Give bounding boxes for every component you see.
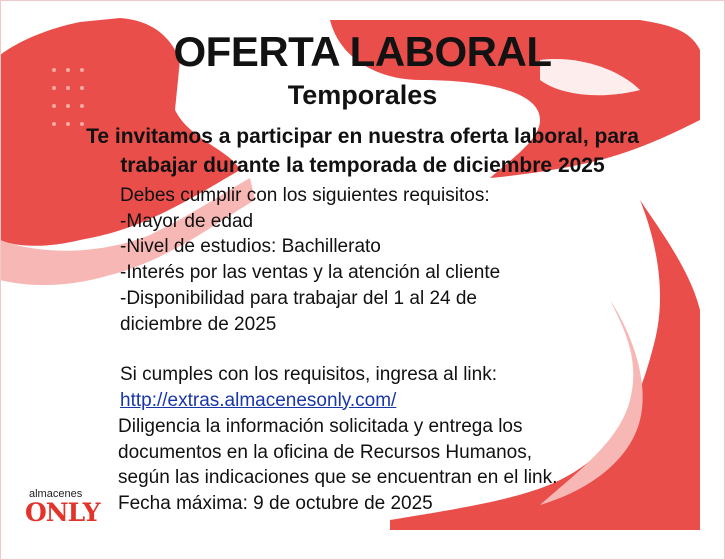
- requirements-heading: Debes cumplir con los siguientes requisitos:: [120, 185, 490, 206]
- instruction-line: documentos en la oficina de Recursos Humanos,: [118, 441, 533, 463]
- page-title: OFERTA LABORAL: [173, 28, 552, 75]
- intro-line: trabajar durante la temporada de diciembre 2025: [120, 154, 605, 177]
- call-to-action: [120, 362, 640, 413]
- brand-logo: [25, 488, 115, 526]
- requirement-item: -Mayor de edad: [120, 210, 254, 232]
- intro-text: [40, 122, 685, 180]
- requirement-item-continued: diciembre de 2025: [120, 313, 277, 335]
- logo-top-text: almacenes: [29, 488, 83, 500]
- application-link[interactable]: http://extras.almacenesonly.com/: [120, 389, 397, 411]
- instruction-line: Diligencia la información solicitada y entrega los: [118, 416, 523, 437]
- requirement-item: -Disponibilidad para trabajar del 1 al 24 de: [120, 287, 478, 309]
- deadline-text: Fecha máxima: 9 de octubre de 2025: [118, 492, 433, 514]
- page-subtitle: Temporales: [287, 80, 438, 110]
- requirements-list: [120, 183, 640, 337]
- instruction-line: según las indicaciones que se encuentran en el link.: [118, 467, 558, 488]
- instructions-text: [118, 414, 678, 516]
- requirement-item: -Nivel de estudios: Bachillerato: [120, 236, 381, 258]
- requirement-item: -Interés por las ventas y la atención al cliente: [120, 262, 501, 284]
- intro-line: Te invitamos a participar en nuestra oferta laboral, para: [86, 125, 639, 148]
- logo-main-text: ONLY: [25, 498, 100, 527]
- cta-text: Si cumples con los requisitos, ingresa al link:: [120, 364, 498, 385]
